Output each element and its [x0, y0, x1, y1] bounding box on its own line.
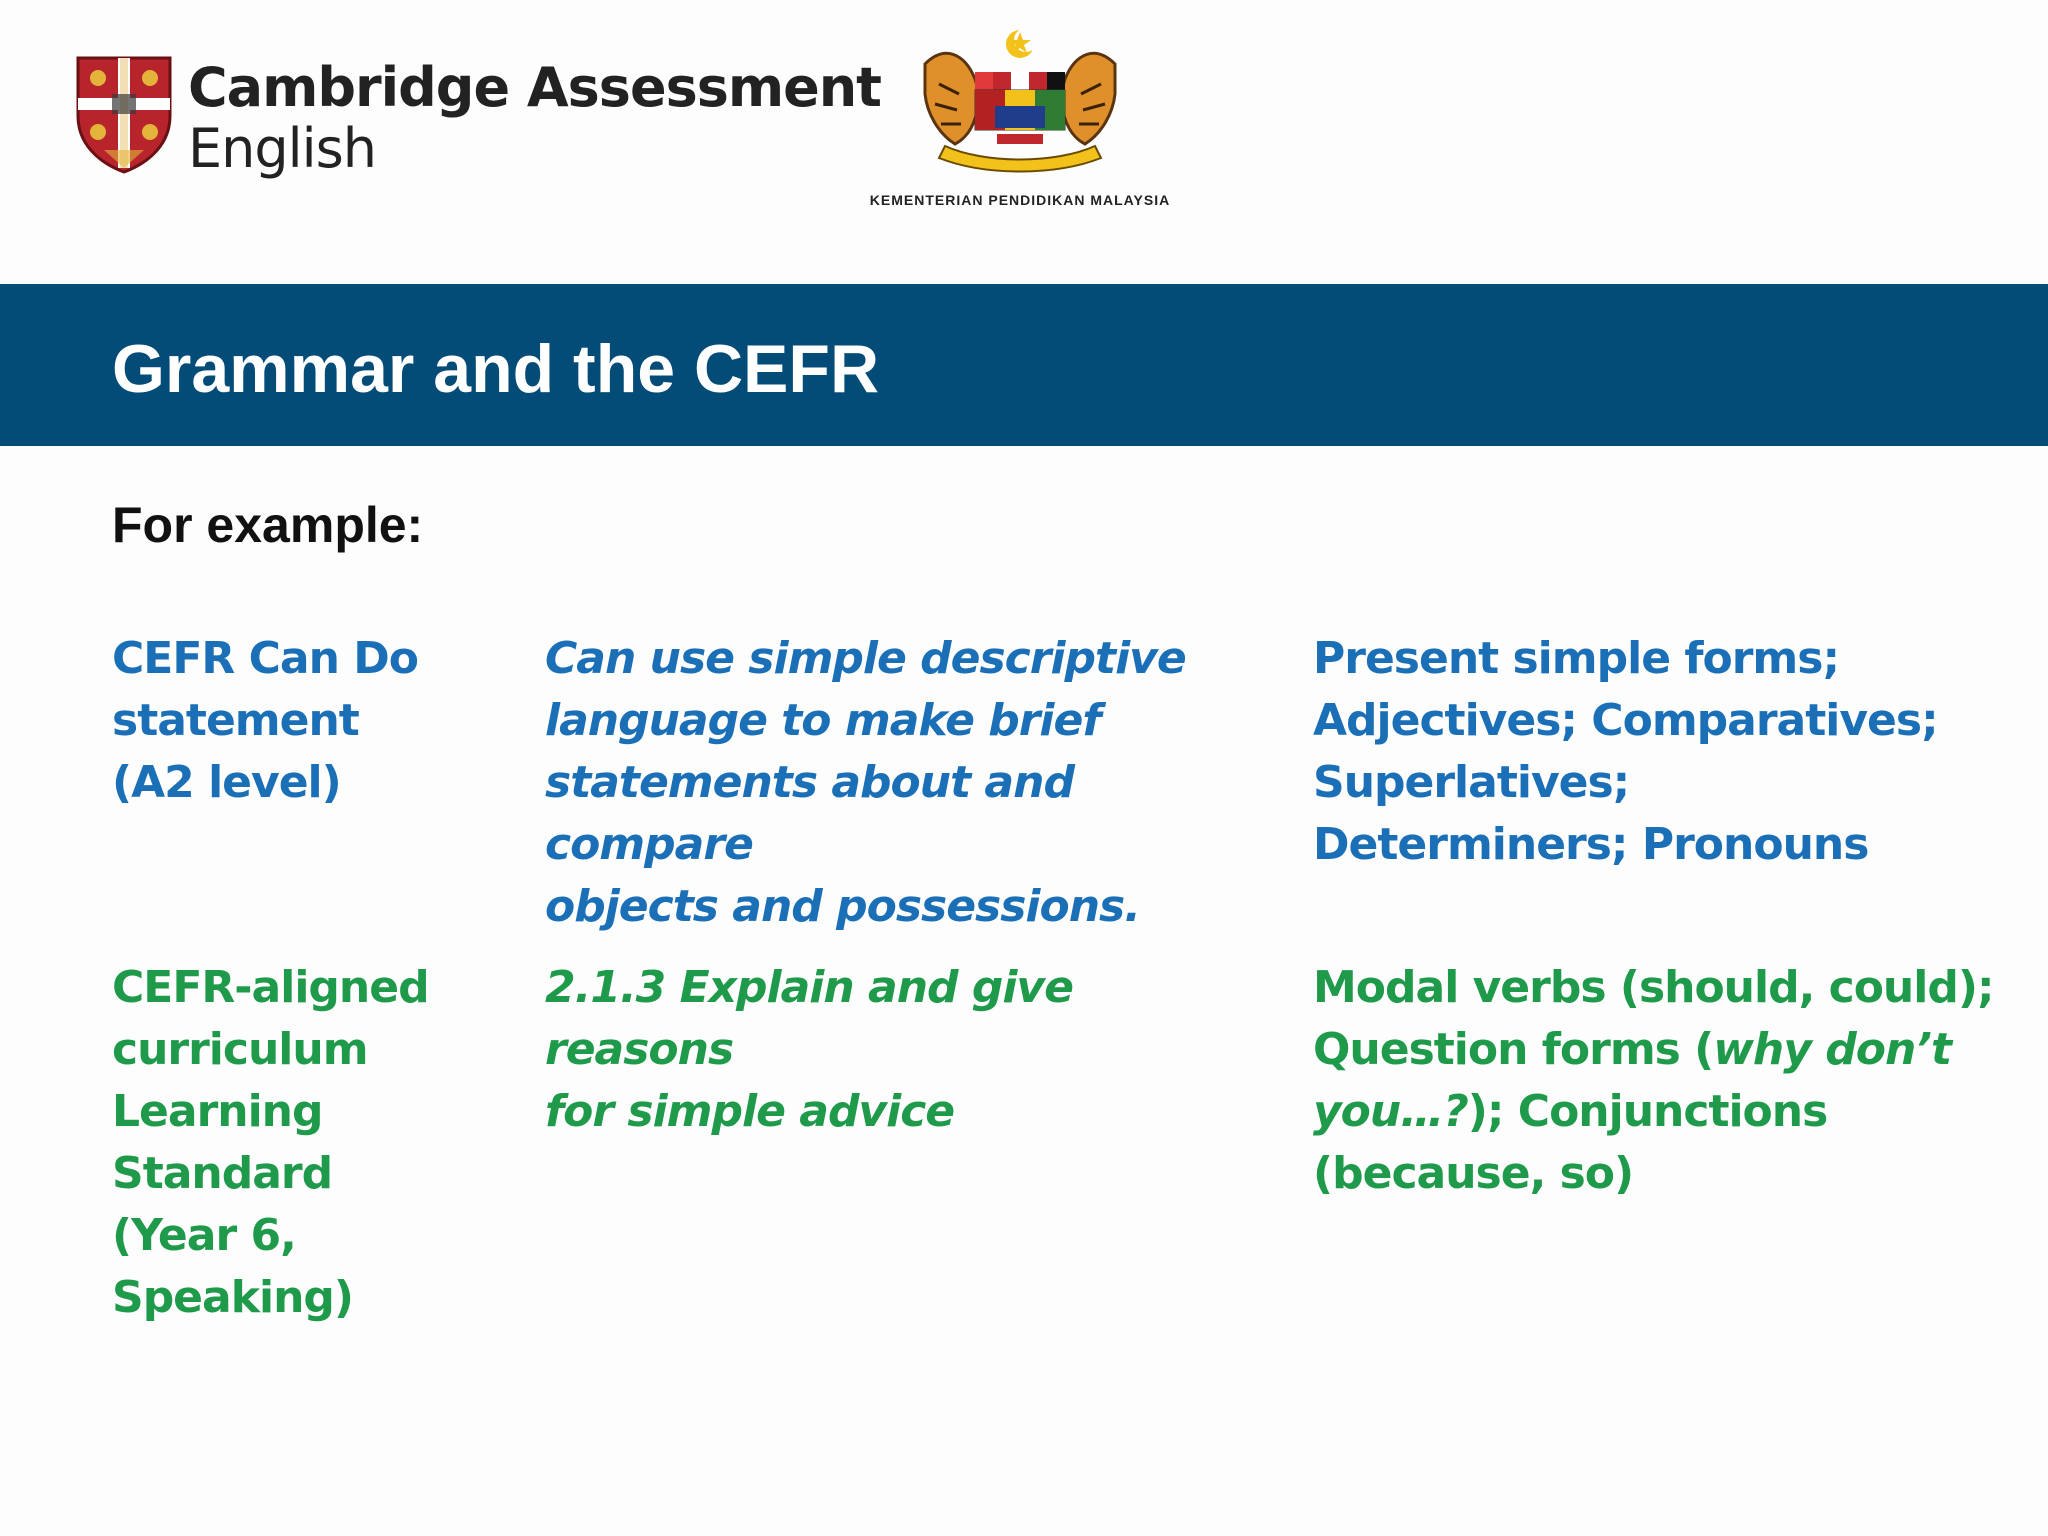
- descriptor-line: language to make brief: [545, 695, 1101, 746]
- grammar-line: Determiners; Pronouns: [1313, 819, 1869, 870]
- descriptor-line: for simple advice: [545, 1086, 955, 1137]
- grammar-line: Adjectives; Comparatives;: [1313, 695, 1938, 746]
- row-descriptor: [545, 957, 1275, 1143]
- grammar-line: Superlatives;: [1313, 757, 1630, 808]
- grammar-example-italic: you…?: [1313, 1086, 1468, 1137]
- grammar-text: ); Conjunctions: [1467, 1086, 1828, 1137]
- row-label-line: (A2 level): [112, 757, 341, 808]
- grammar-line: Present simple forms;: [1313, 633, 1840, 684]
- row-label-line: CEFR Can Do: [112, 633, 418, 684]
- descriptor-line: Can use simple descriptive: [545, 633, 1186, 684]
- row-grammar-points: [1313, 957, 2033, 1205]
- slide-title: Grammar and the CEFR: [112, 331, 880, 407]
- cambridge-logo-line2: English: [188, 117, 376, 180]
- row-descriptor: [545, 628, 1275, 938]
- malaysia-coat-of-arms-icon: [905, 24, 1135, 184]
- grammar-line: Modal verbs (should, could);: [1313, 962, 1994, 1013]
- cambridge-logo-line1: Cambridge Assessment: [188, 56, 881, 119]
- row-label: [112, 957, 532, 1329]
- row-label-line: statement: [112, 695, 359, 746]
- row-label-line: CEFR-aligned: [112, 962, 429, 1013]
- kpm-logo: [840, 24, 1200, 214]
- grammar-line: [1313, 1019, 2033, 1081]
- grammar-line: (because, so): [1313, 1148, 1634, 1199]
- row-label-line: curriculum: [112, 1024, 368, 1075]
- logo-header: [0, 0, 2048, 284]
- cambridge-shield-icon: [74, 54, 174, 174]
- descriptor-line: objects and possessions.: [545, 881, 1140, 932]
- descriptor-line: statements about and compare: [545, 757, 1074, 870]
- row-label: [112, 628, 532, 814]
- row-label-line: (Year 6, Speaking): [112, 1210, 353, 1323]
- descriptor-line: 2.1.3 Explain and give reasons: [545, 962, 1073, 1075]
- grammar-text: Question forms (: [1313, 1024, 1714, 1075]
- kpm-caption: KEMENTERIAN PENDIDIKAN MALAYSIA: [869, 192, 1171, 208]
- row-label-line: Learning Standard: [112, 1086, 333, 1199]
- grammar-line: [1313, 1081, 2033, 1143]
- grammar-example-italic: why don’t: [1713, 1024, 1952, 1075]
- row-grammar-points: [1313, 628, 2033, 876]
- intro-text: For example:: [112, 497, 424, 553]
- cambridge-assessment-logo: [74, 54, 881, 178]
- title-band: [0, 284, 2048, 446]
